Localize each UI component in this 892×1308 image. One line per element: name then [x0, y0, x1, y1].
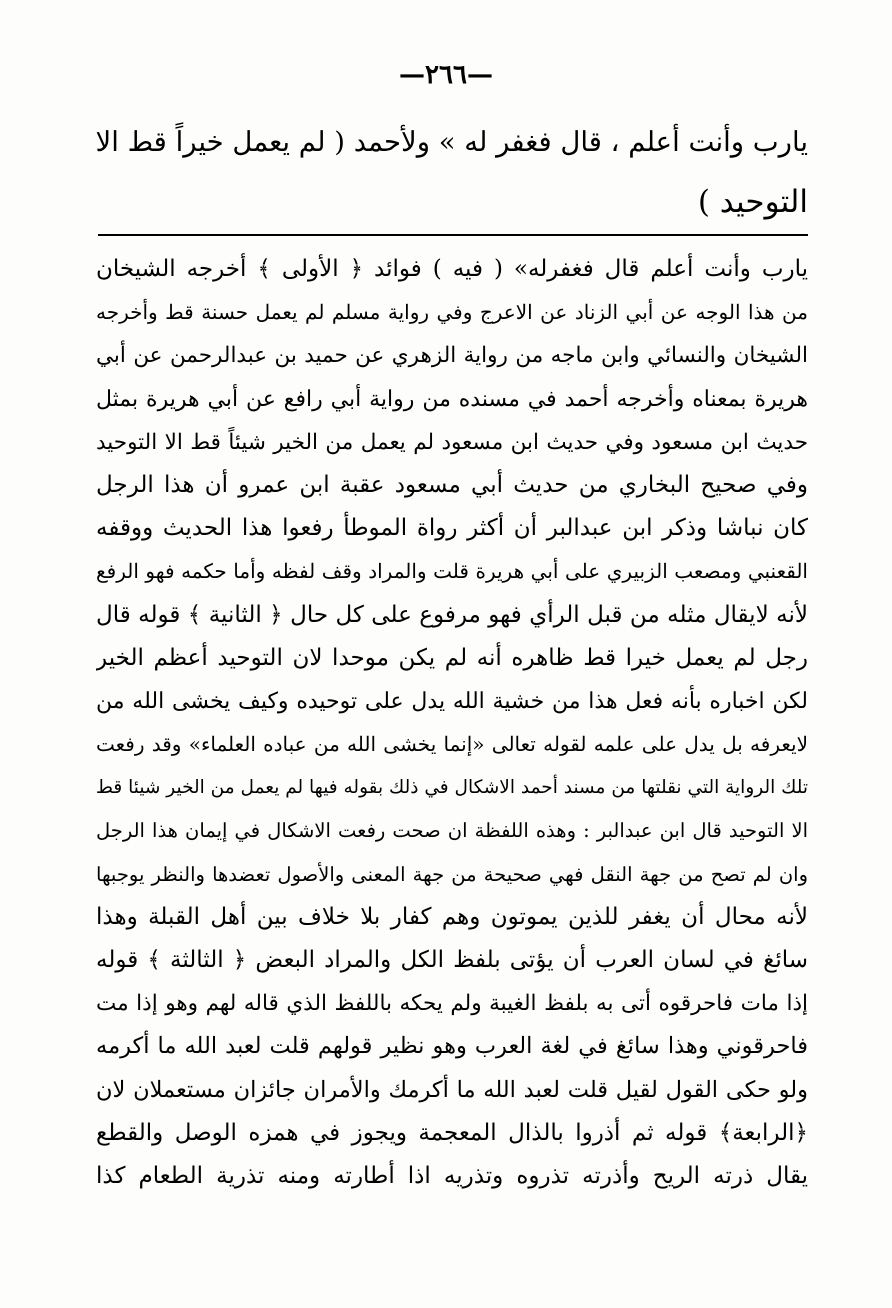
commentary-line: لايعرفه بل يدل على علمه لقوله تعالى «إنما يخشى الله من عباده العلماء» وقد رفعت	[96, 732, 808, 757]
commentary-line: وان لم تصح من جهة النقل فهي صحيحة من جهة المعنى والأصول تعضدها والنظر يوجبها	[96, 862, 808, 886]
commentary-line: لأنه لايقال مثله من قبل الرأي فهو مرفوع على كل حال ﴿ الثانية ﴾ قوله قال	[96, 601, 808, 628]
commentary-line: لكن اخباره بأنه فعل هذا من خشية الله يدل على توحيده وكيف يخشى الله من	[96, 688, 808, 714]
commentary-line: يقال ذرته الريح وأذرته تذروه وتذريه اذا أطارته ومنه تذرية الطعام كذا	[96, 1162, 808, 1189]
commentary-line: فاحرقوني وهذا سائغ في لغة العرب وهو نظير قولهم قلت لعبد الله ما أكرمه	[96, 1033, 808, 1060]
hadith-line: يارب وأنت أعلم ، قال فغفر له » ولأحمد ( لم يعمل خيراً قط الا	[96, 126, 808, 158]
commentary-line: ﴿الرابعة﴾ قوله ثم أذروا بالذال المعجمة ويجوز في همزه الوصل والقطع	[96, 1119, 808, 1146]
commentary-line: تلك الرواية التي نقلتها من مسند أحمد الاشكال في ذلك بقوله فيها لم يعمل من الخير شيئا قط	[96, 777, 808, 799]
section-divider	[98, 234, 808, 236]
commentary-line: وفي صحيح البخاري من حديث أبي مسعود عقبة ابن عمرو أن هذا الرجل	[96, 471, 808, 498]
commentary-line: كان نباشا وذكر ابن عبدالبر أن أكثر رواة الموطأ رفعوا هذا الحديث ووقفه	[96, 515, 808, 542]
commentary-line: حديث ابن مسعود وفي حديث ابن مسعود لم يعمل من الخير شيئاً قط الا التوحيد	[96, 429, 808, 455]
commentary-line: الشيخان والنسائي وابن ماجه من رواية الزهري عن حميد بن عبدالرحمن عن أبي	[96, 343, 808, 369]
commentary-line: إذا مات فاحرقوه أتى به بلفظ الغيبة ولم يحكه باللفظ الذي قاله لهم وهو إذا مت	[96, 991, 808, 1017]
commentary-line: سائغ في لسان العرب أن يؤتى بلفظ الكل والمراد البعض ﴿ الثالثة ﴾ قوله	[96, 947, 808, 973]
commentary-line: يارب وأنت أعلم قال فغفرله» ( فيه ) فوائد ﴿ الأولى ﴾ أخرجه الشيخان	[96, 256, 808, 282]
page-number: —٢٦٦—	[399, 60, 493, 90]
hadith-line: التوحيد )	[697, 184, 808, 220]
commentary-line: الا التوحيد قال ابن عبدالبر : وهذه اللفظة ان صحت رفعت الاشكال في إيمان هذا الرجل	[96, 819, 808, 843]
commentary-line: من هذا الوجه عن أبي الزناد عن الاعرج وفي رواية مسلم لم يعمل حسنة قط وأخرجه	[96, 300, 808, 325]
commentary-line: رجل لم يعمل خيرا قط ظاهره أنه لم يكن موحدا لان التوحيد أعظم الخير	[96, 644, 808, 671]
hadith-text-block	[96, 112, 808, 232]
commentary-line: ولو حكى القول لقيل قلت لعبد الله ما أكرمك والأمران جائزان مستعملان لان	[96, 1076, 808, 1103]
commentary-block	[96, 248, 808, 1198]
commentary-line: القعنبي ومصعب الزبيري على أبي هريرة قلت والمراد وقف لفظه وأما حكمه فهو الرفع	[96, 559, 808, 584]
commentary-line: لأنه محال أن يغفر للذين يموتون وهم كفار بلا خلاف بين أهل القبلة وهذا	[96, 903, 808, 930]
commentary-line: هريرة بمعناه وأخرجه أحمد في مسنده من رواية أبي رافع عن أبي هريرة بمثل	[96, 386, 808, 412]
